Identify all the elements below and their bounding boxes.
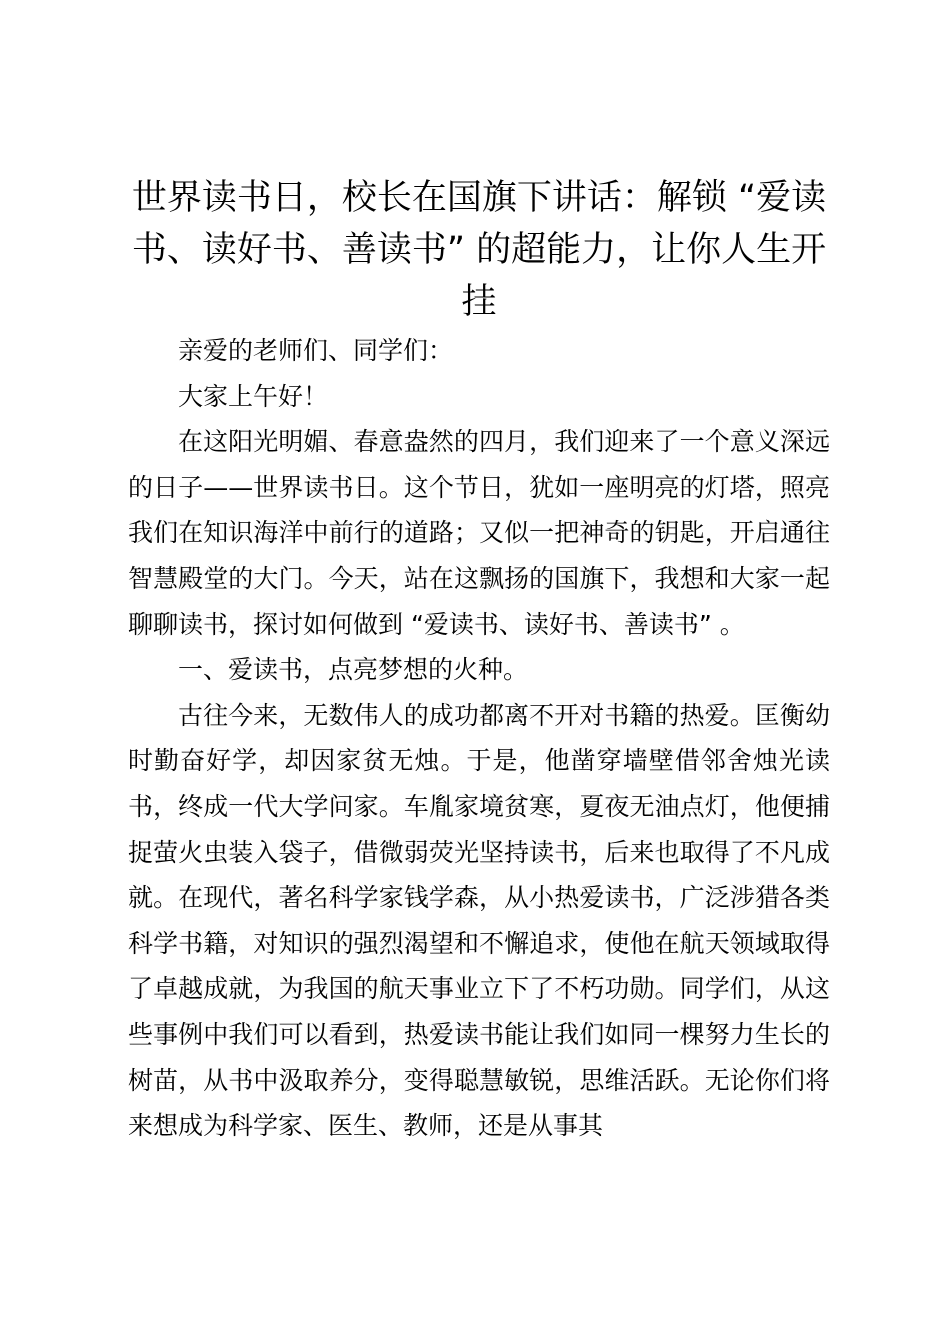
document-body — [128, 328, 830, 1149]
section-heading: 一、爱读书，点亮梦想的火种。 — [178, 655, 529, 685]
greeting: 大家上午好！ — [178, 381, 329, 411]
salutation: 亲爱的老师们、同学们： — [178, 336, 454, 365]
body-paragraph: 古往今来，无数伟人的成功都离不开对书籍的热爱。匡衡幼时勤奋好学，却因家贫无烛。于是，他凿穿墙壁借邻舍烛光读书，终成一代大学问家。车胤家境贫寒，夏夜无油点灯，他便捕捉萤火虫装入袋子，借微弱荧光坚持读书，后来也取得了不凡成就。在现代，著名科学家钱学森，从小热爱读书，广泛涉猎各类科学书籍，对知识的强烈渴望和不懈追求，使他在航天领域取得了卓越成就，为我国的航天事业立下了不朽功勋。同学们，从这些事例中我们可以看到，热爱读书能让我们如同一棵努力生长的树苗，从书中汲取养分，变得聪慧敏锐，思维活跃。无论你们将来想成为科学家、医生、教师，还是从事其 — [128, 700, 830, 1141]
document-title: 世界读书日，校长在国旗下讲话：解锁 “爱读书、读好书、善读书” 的超能力，让你人生开挂 — [131, 178, 827, 322]
intro-paragraph: 在这阳光明媚、春意盎然的四月，我们迎来了一个意义深远的日子——世界读书日。这个节日，犹如一座明亮的灯塔，照亮我们在知识海洋中前行的道路；又似一把神奇的钥匙，开启通往智慧殿堂的大门。今天，站在这飘扬的国旗下，我想和大家一起聊聊读书，探讨如何做到 “爱读书、读好书、善读书” 。 — [128, 427, 830, 639]
